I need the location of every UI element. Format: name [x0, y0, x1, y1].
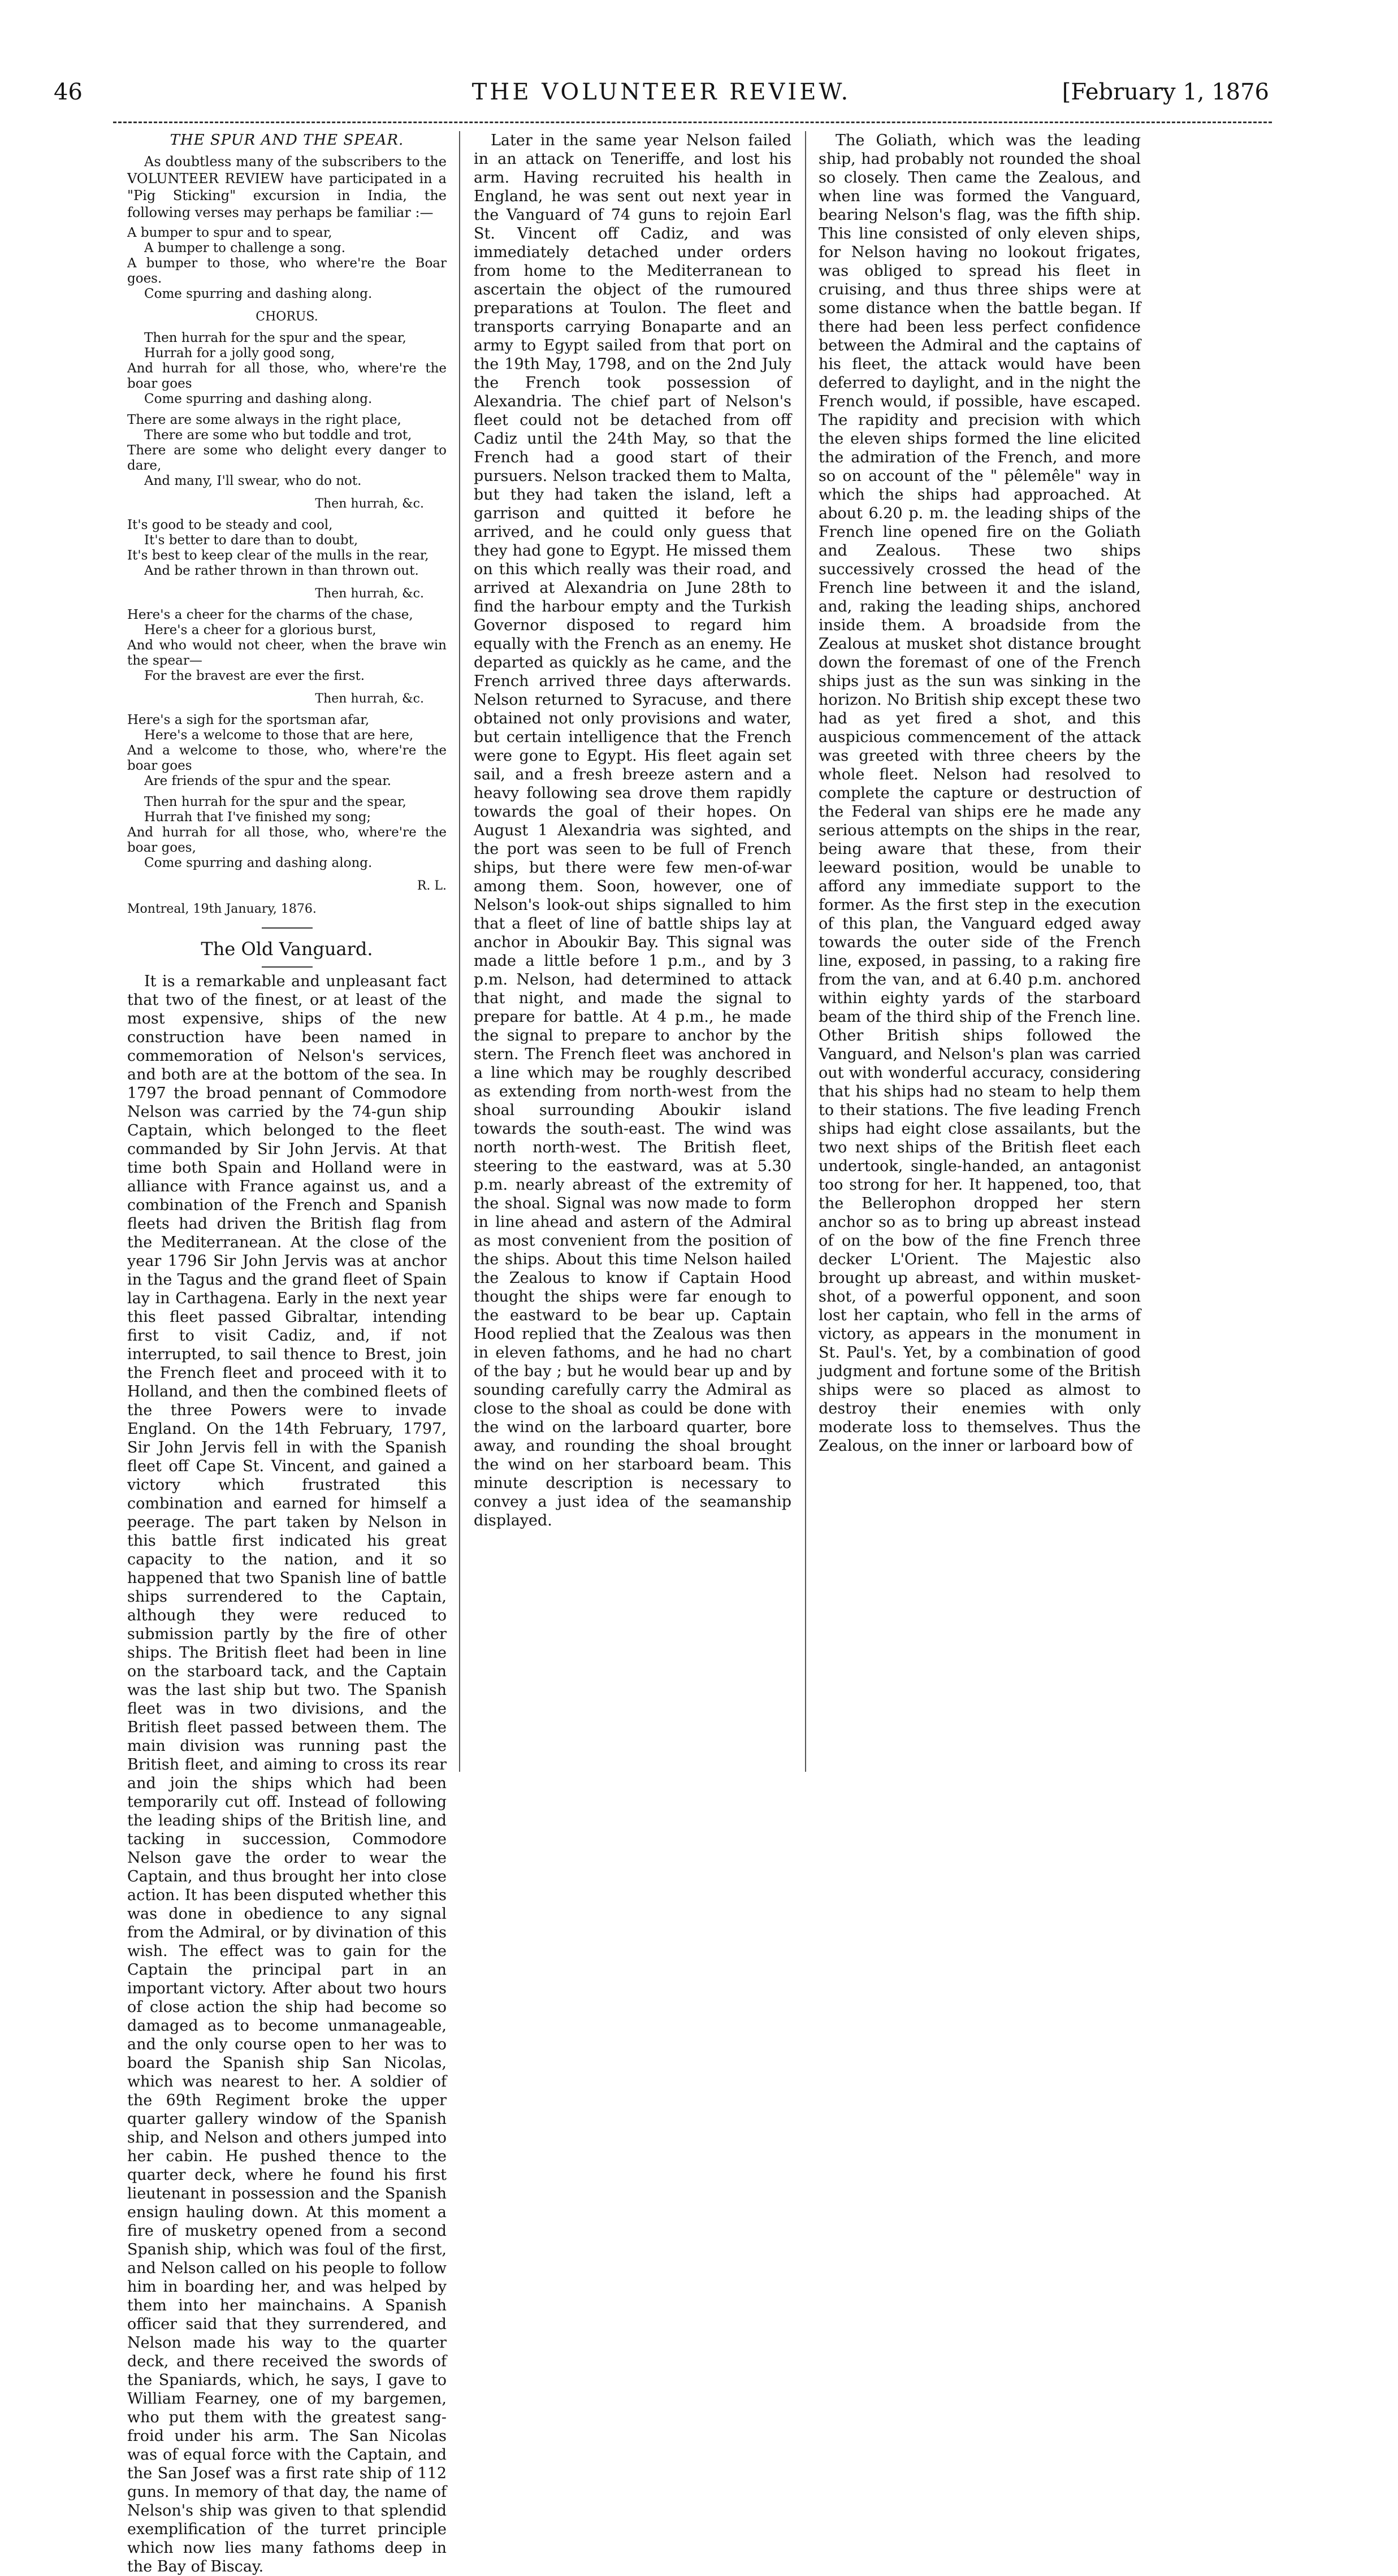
column-divider	[459, 131, 460, 1772]
poem-intro: As doubtless many of the subscribers to the VOLUNTEER REVIEW have participated in a "Pig Sticking" excursion in India, the following verses may perhaps be familiar :—	[127, 154, 447, 220]
page-number: 46	[54, 79, 83, 105]
stanza	[127, 518, 447, 579]
poem-dateline: Montreal, 19th January, 1876.	[127, 902, 317, 916]
article-paragraph: Later in the same year Nelson failed in an attack on Teneriffe, and lost his arm. Having recruited his health in England, he was sent out next year in the Vanguard of 74 guns to rejoin Earl St. Vincent off Cadiz, and was immediately detached under orders from home to the Mediterranean to ascertain the object of the rumoured preparations at Toulon. The fleet and transports carrying Bonaparte and an army to Egypt sailed from that port on the 19th May, 1798, and on the 2nd July the French took possession of Alexandria. The chief part of Nelson's fleet could not be detached from off Cadiz until the 24th May, so that the French had a good start of their pursuers. Nelson tracked them to Malta, but they had taken the island, left a garrison and quitted it before he arrived, and he could only guess that they had gone to Egypt. He missed them on this which really was their road, and arrived at Alexandria on June 28th to find the harbour empty and the Turkish Governor disposed to regard him equally with the French as an enemy. He departed as quickly as he came, and the French arrived three days afterwards. Nelson returned to Syracuse, and there obtained not only provisions and water, but certain intelligence that the French were gone to Egypt. His fleet again set sail, and a fresh breeze astern and a heavy following sea drove them rapidly towards the goal of their hopes. On August 1 Alexandria was sighted, and the port was seen to be full of French ships, but there were few men-of-war among them. Soon, however, one of Nelson's look-out ships signalled to him that a fleet of line of battle ships lay at anchor in Aboukir Bay. This signal was made a little before 1 p.m., and by 3 p.m. Nelson, had determined to attack that night, and made the signal to prepare for battle. At 4 p.m., he made the signal to prepare to anchor by the stern. The French fleet was anchored in a line which may be roughly described as extending from north-west from the shoal surrounding Aboukir island towards the south-east. The wind was north north-west. The British fleet, steering to the eastward, was at 5.30 p.m. nearly abreast of the extremity of the shoal. Signal was now made to form in line ahead and astern of the Admiral as most convenient from the position of the ships. About this time Nelson hailed the Zealous to know if Captain Hood thought the ships were far enough to the eastward to be bear up. Captain Hood replied that the Zealous was then in eleven fathoms, and he had no chart of the bay ; but he would bear up and by sounding carefully carry the Admiral as close to the shoal as could be done with the wind on the larboard quarter, bore away, and rounding the shoal brought the wind on her starboard beam. This minute description is necessary to convey a just idea of the seamanship displayed.	[474, 132, 791, 1529]
verse-line: Then hurrah for the spur and the spear,	[144, 331, 406, 345]
poem-title: THE SPUR AND THE SPEAR.	[170, 132, 404, 149]
verse-line: For the bravest are ever the first.	[144, 669, 365, 683]
verse-line: It's better to dare than to doubt,	[144, 533, 358, 548]
refrain: Then hurrah, &c.	[315, 692, 424, 706]
column-3	[819, 131, 1141, 1772]
article-paragraph: The Goliath, which was the leading ship, had probably not rounded the shoal so closely. Then came the Zealous, and when line was formed the Vanguard, bearing Nelson's flag, was the fifth ship. This line consisted of only eleven ships, for Nelson having no lookout frigates, was obliged to spread his fleet in cruising, and thus three ships were at some distance when the battle began. If there had been less perfect confidence between the Admiral and the captains of his fleet, the attack would have been deferred to daylight, and in the night the French would, if possible, have escaped. The rapidity and precision with which the eleven ships formed the line elicited the admiration of the French, and more so on account of the " pêlemêle" way in which the ships had approached. At about 6.20 p. m. the leading ships of the French line opened fire on the Goliath and Zealous. These two ships successively crossed the head of the French line between it and the island, and, raking the leading ships, anchored inside them. A broadside from the Zealous at musket shot distance brought down the foremast of one of the French ships just as the sun was sinking in the horizon. No British ship except these two had as yet fired a shot, and this auspicious commencement of the attack was greeted with three cheers by the whole fleet. Nelson had resolved to complete the capture or destruction of the Federal van ships ere he made any serious attempts on the ships in the rear, being aware that these, from their leeward position, would be unable to afford any immediate support to the former. As the first step in the execution of this plan, the Vanguard edged away towards the outer side of the French line, exposed, in passing, to a raking fire from the van, and at 6.40 p.m. anchored within eighty yards of the starboard beam of the third ship of the French line. Other British ships followed the Vanguard, and Nelson's plan was carried out with wonderful accuracy, considering that his ships had no steam to help them to their stations. The five leading French ships had eight close assailants, but the two next ships of the British fleet each undertook, single-handed, an antagonist too strong for her. It happened, too, that the Bellerophon dropped her stern anchor so as to bring up abreast instead of on the bow of the fine French three decker L'Orient. The Majestic also brought up abreast, and within musket-shot, of a powerful opponent, and soon lost her captain, who fell in the arms of victory, as appears in the monument in St. Paul's. Yet, by a combination of good judgment and fortune some of the British ships were so placed as almost to destroy their enemies with only moderate loss to themselves. Thus the Zealous, on the inner or larboard bow of	[819, 132, 1141, 1455]
verse-line: A bumper to spur and to spear,	[127, 225, 332, 240]
verse-line: There are some always in the right place,	[127, 413, 401, 427]
verse-line: And hurrah for all those, who, where're the boar goes	[127, 361, 447, 391]
final-chorus	[127, 795, 447, 871]
verse-line: There are some who but toddle and trot,	[144, 428, 412, 443]
issue-date: [February 1, 1876	[1062, 79, 1269, 105]
column-1	[127, 131, 447, 2575]
column-2	[474, 131, 791, 1772]
verse-line: And a welcome to those, who, where're the boar goes	[127, 743, 447, 773]
refrain: Then hurrah, &c.	[315, 587, 424, 601]
verse-line: And be rather thrown in than thrown out.	[144, 563, 419, 578]
masthead: THE VOLUNTEER REVIEW.	[471, 79, 851, 105]
verse-line: Here's a sigh for the sportsman afar,	[127, 713, 370, 727]
header-rule	[113, 122, 1272, 123]
poem-signature: R. L.	[417, 879, 447, 893]
verse-line: Hurrah that I've finished my song;	[144, 810, 371, 825]
refrain: Then hurrah, &c.	[315, 497, 424, 511]
verse-line: Here's a cheer for a glorious burst,	[144, 623, 376, 638]
article-title: The Old Vanguard.	[201, 938, 373, 960]
article-paragraph: It is a remarkable and unpleasant fact that two of the finest, or at least of the most expensive, ships of the new construction have been named in commemoration of Nelson's services, and both are at the bottom of the sea. In 1797 the broad pennant of Commodore Nelson was carried by the 74-gun ship Captain, which belonged to the fleet commanded by Sir John Jervis. At that time both Spain and Holland were in alliance with France against us, and a combination of the French and Spanish fleets had driven the British flag from the Mediterranean. At the close of the year 1796 Sir John Jervis was at anchor in the Tagus and the grand fleet of Spain lay in Carthagena. Early in the next year this fleet passed Gibraltar, intending first to visit Cadiz, and, if not interrupted, to sail thence to Brest, join the French fleet and proceed with it to Holland, and then the combined fleets of the three Powers were to invade England. On the 14th February, 1797, Sir John Jervis fell in with the Spanish fleet off Cape St. Vincent, and gained a victory which frustrated this combination and earned for himself a peerage. The part taken by Nelson in this battle first indicated his great capacity to the nation, and it so happened that two Spanish line of battle ships surrendered to the Captain, although they were reduced to submission partly by the fire of other ships. The British fleet had been in line on the starboard tack, and the Captain was the last ship but two. The Spanish fleet was in two divisions, and the British fleet passed between them. The main division was running past the British fleet, and aiming to cross its rear and join the ships which had been temporarily cut off. Instead of following the leading ships of the British line, and tacking in succession, Commodore Nelson gave the order to wear the Captain, and thus brought her into close action. It has been disputed whether this was done in obedience to any signal from the Admiral, or by divination of this wish. The effect was to gain for the Captain the principal part in an important victory. After about two hours of close action the ship had become so damaged as to become unmanageable, and the only course open to her was to board the Spanish ship San Nicolas, which was nearest to her. A soldier of the 69th Regiment broke the upper quarter gallery window of the Spanish ship, and Nelson and others jumped into her cabin. He pushed thence to the quarter deck, where he found his first lieutenant in possession and the Spanish ensign hauling down. At this moment a fire of musketry opened from a second Spanish ship, which was foul of the first, and Nelson called on his people to follow him in boarding her, and was helped by them into her mainchains. A Spanish officer said that they surrendered, and Nelson made his way to the quarter deck, and there received the swords of the Spaniards, which, he says, I gave to William Fearney, one of my bargemen, who put them with the greatest sang-froid under his arm. The San Nicolas was of equal force with the Captain, and the San Josef was a first rate ship of 112 guns. In memory of that day, the name of Nelson's ship was given to that splendid exemplification of the turret principle which now lies many fathoms deep in the Bay of Biscay.	[127, 973, 447, 2575]
verse-line: Then hurrah for the spur and the spear,	[144, 795, 406, 809]
verse-line: Here's a cheer for the charms of the chase,	[127, 608, 413, 622]
verse-line: Are friends of the spur and the spear.	[144, 774, 392, 788]
verse-line: A bumper to challenge a song.	[144, 241, 346, 255]
verse-line: Here's a welcome to those that are here,	[144, 728, 414, 743]
verse-line: It's best to keep clear of the mulls in the rear,	[127, 548, 429, 563]
chorus	[127, 331, 447, 407]
title-divider	[262, 966, 313, 968]
verse-line: It's good to be steady and cool,	[127, 518, 333, 532]
section-divider	[262, 927, 313, 929]
verse-line: A bumper to those, who where're the Boar goes.	[127, 256, 447, 286]
verse-line: There are some who delight every danger to dare,	[127, 443, 447, 473]
verse-line: Hurrah for a jolly good song,	[144, 346, 335, 361]
stanza	[127, 225, 447, 302]
verse-line: And many, I'll swear, who do not.	[144, 474, 362, 488]
column-divider	[805, 131, 806, 1772]
verse-line: And hurrah for all those, who, where're the boar goes,	[127, 825, 447, 855]
stanza	[127, 608, 447, 684]
verse-line: And who would not cheer, when the brave win the spear—	[127, 638, 447, 668]
verse-line: Come spurring and dashing along.	[144, 856, 373, 870]
stanza	[127, 413, 447, 489]
verse-line: Come spurring and dashing along.	[144, 392, 373, 406]
page-header	[54, 79, 1269, 119]
verse-line: Come spurring and dashing along.	[144, 287, 373, 301]
chorus-label: CHORUS.	[256, 310, 318, 324]
stanza	[127, 713, 447, 789]
